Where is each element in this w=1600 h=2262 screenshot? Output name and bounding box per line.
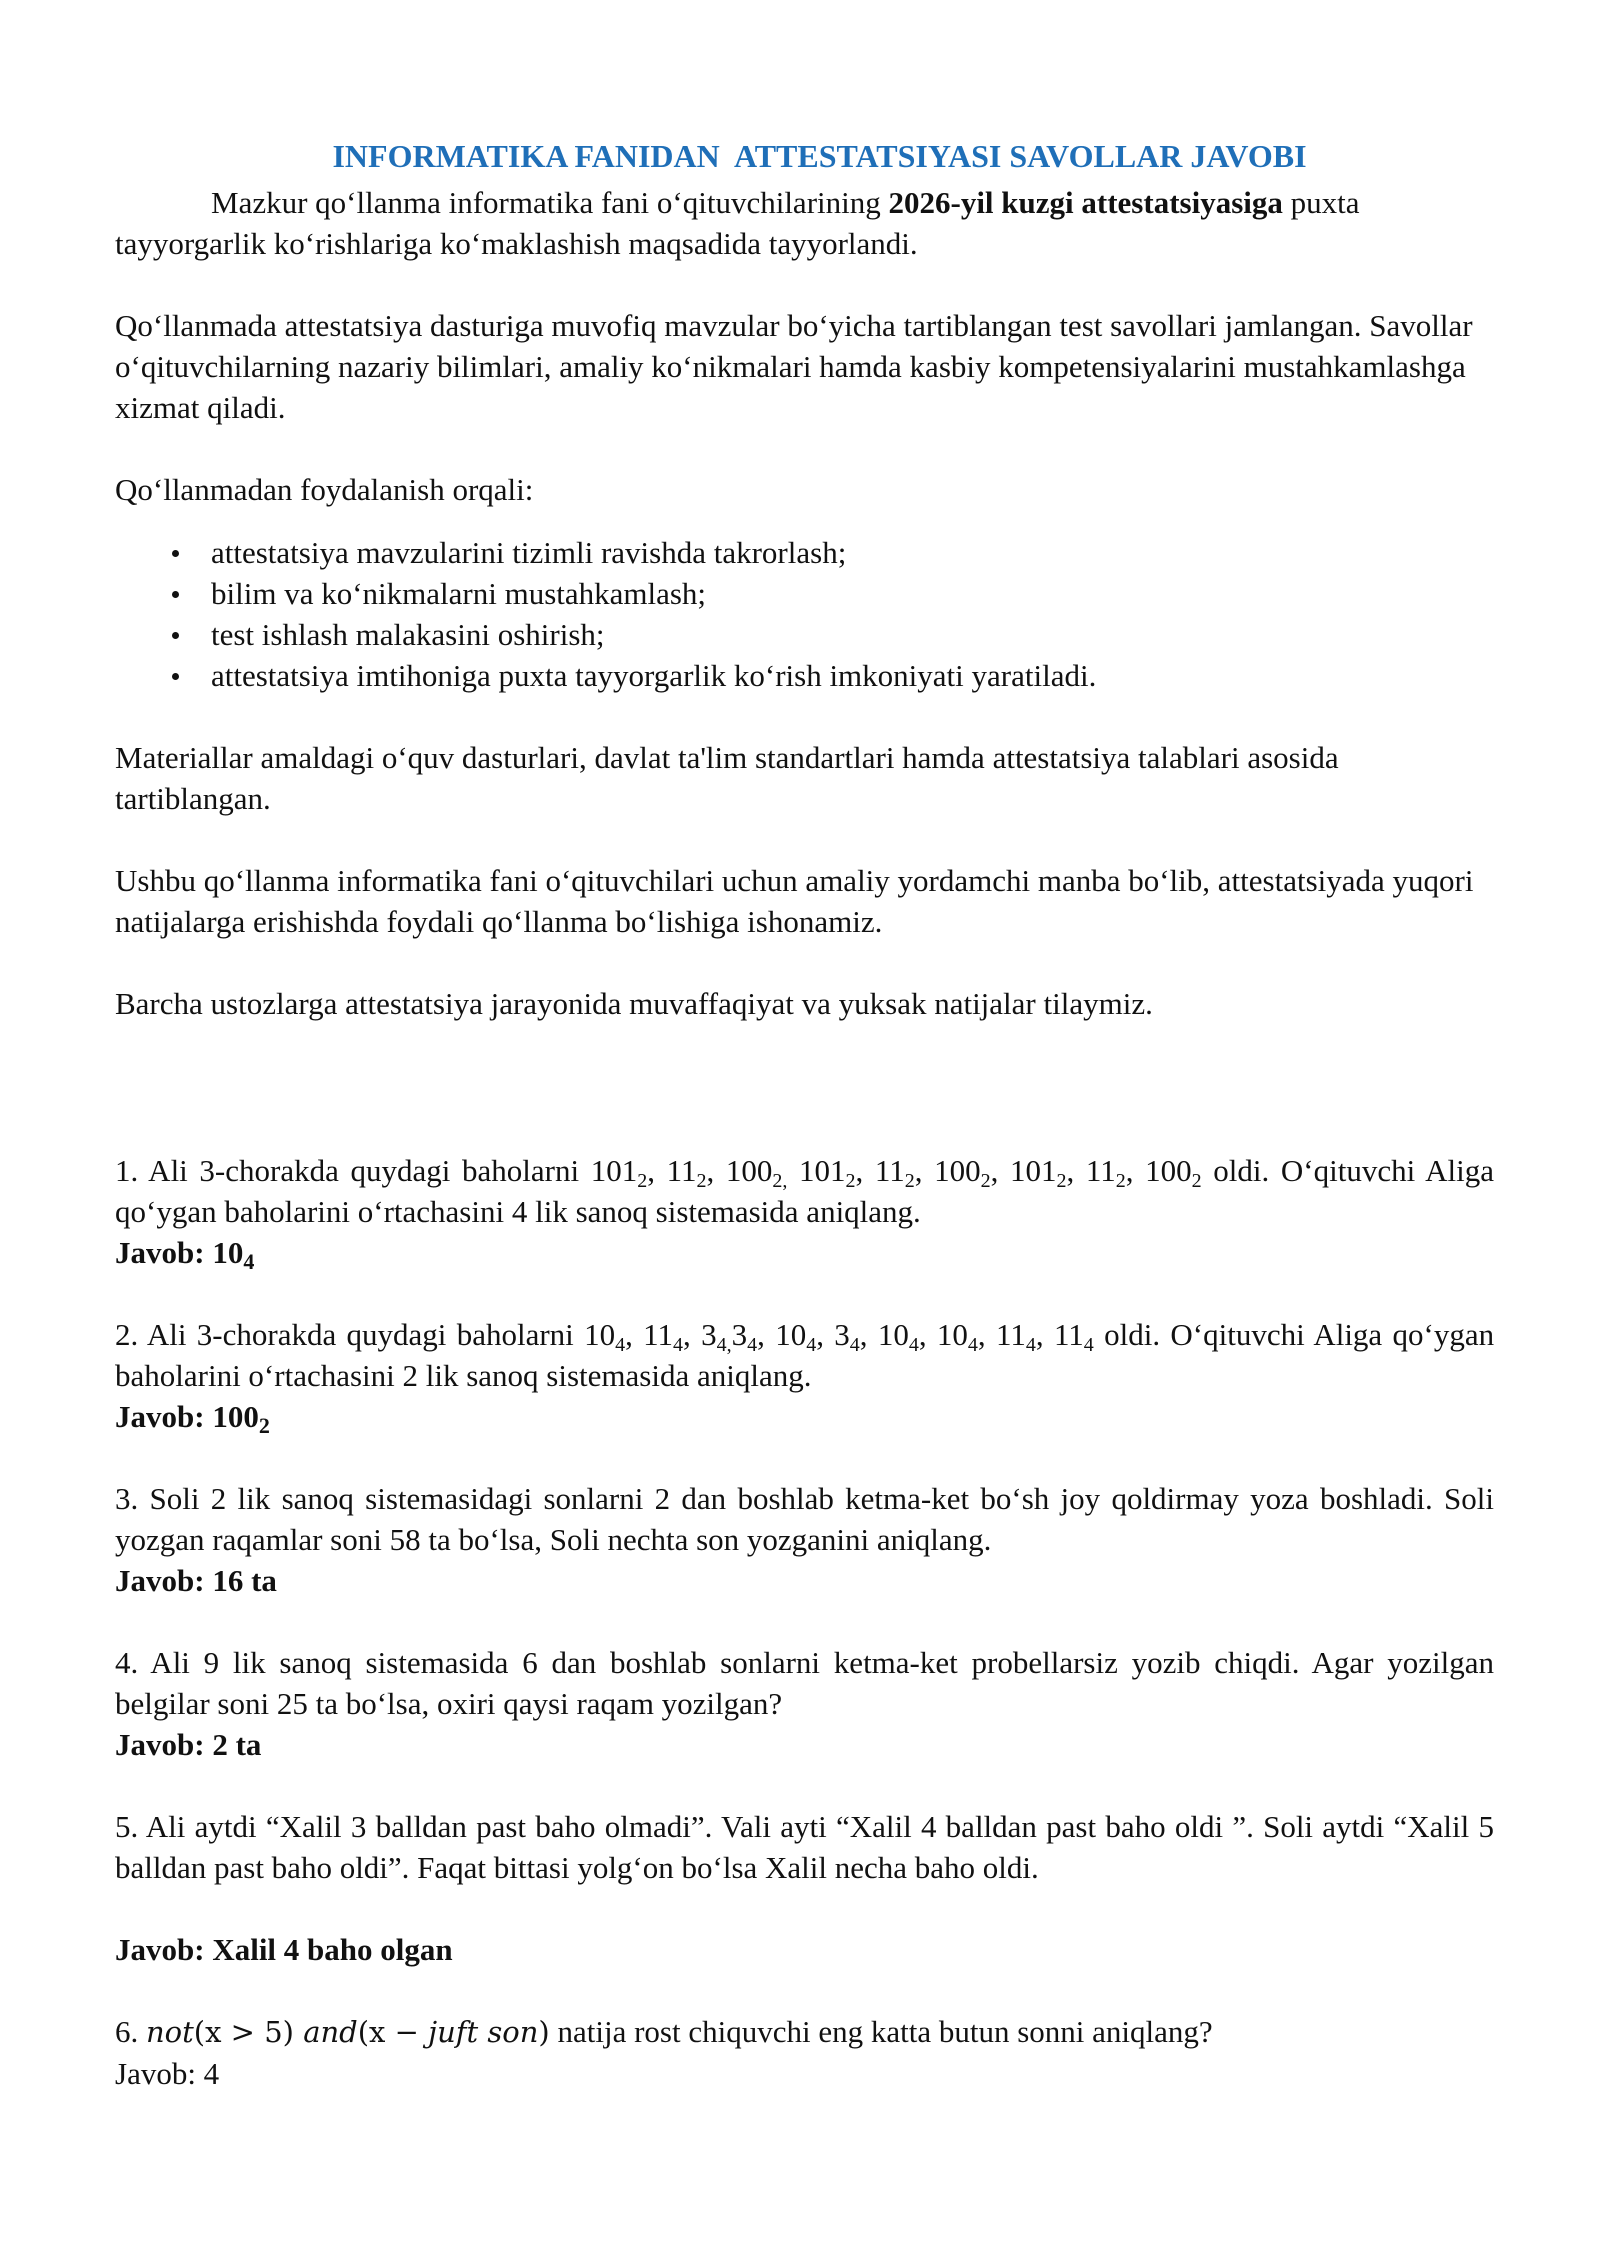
grade-base: 4, [716,1334,732,1356]
formula-and: and [303,2015,358,2049]
intro-p1-text-end: puxta tayyorgarlik ko‘rishlariga ko‘maklashish maqsadida tayyorlandi. [115,185,1360,261]
grade-base: 4 [849,1334,860,1356]
grade-value: 100 [725,1153,773,1188]
document-title: INFORMATIKA FANIDAN ATTESTATSIYASI SAVOLLAR JAVOBI [332,138,1307,174]
grade-base: 4 [1025,1334,1036,1356]
list-item: attestatsiya mavzularini tizimli ravishda takrorlash; [211,532,1494,573]
grade-base: 2, [772,1170,788,1192]
grade-base: 4 [673,1334,684,1356]
answer-5: Javob: Xalil 4 baho olgan [115,1932,453,1967]
grade-base: 2 [696,1170,707,1192]
answer-value: 100 [212,1399,259,1434]
intro-paragraph-3: Qo‘llanmadan foydalanish orqali: [115,472,534,507]
question-1-text: 1. Ali 3-chorakda quydagi baholarni [115,1153,591,1188]
grade-value: 11 [1085,1153,1116,1188]
intro-paragraph-2: Qo‘llanmada attestatsiya dasturiga muvofiq mavzular bo‘yicha tartiblangan test savollari jamlangan. Savollar o‘qituvchilarning nazariy bilimlari, amaliy ko‘nikmalari hamda kasbiy kompetensiyalarini mustahkamlashga xizmat qiladi. [115,308,1473,425]
intro-p1-bold: 2026-yil kuzgi attestatsiyasiga [888,185,1283,220]
formula-not: not [146,2015,194,2049]
question-2-text-end: oldi. O‘qituvchi Aliga qo‘ygan baholarini o‘rtachasini 2 lik sanoq sistemasida aniqlang. [115,1317,1495,1393]
answer-base: 2 [258,1413,270,1438]
grade-value: 10 [775,1317,807,1352]
question-2-text: 2. Ali 3-chorakda quydagi baholarni [115,1317,585,1352]
benefits-list [115,532,1494,696]
intro-p1-text: Mazkur qo‘llanma informatika fani o‘qituvchilarining [211,185,889,220]
question-1-text-end: oldi. O‘qituvchi Aliga qo‘ygan baholarini o‘rtachasini 4 lik sanoq sistemasida aniqlang. [115,1153,1495,1229]
question-5: 5. Ali aytdi “Xalil 3 balldan past baho olmadi”. Vali ayti “Xalil 4 balldan past baho oldi ”. Soli aytdi “Xalil 5 balldan past baho oldi”. Faqat bittasi yolg‘on bo‘lsa Xalil necha baho oldi. [115,1809,1494,1885]
grade-value: 10 [584,1317,616,1352]
grade-base: 4 [747,1334,758,1356]
grade-value: 11 [643,1317,674,1352]
intro-paragraph-4: Materiallar amaldagi o‘quv dasturlari, davlat ta'lim standartlari hamda attestatsiya talablari asosida tartiblangan. [115,740,1339,816]
answer-value: 10 [212,1235,244,1270]
grade-value: 10 [877,1317,909,1352]
question-3: 3. Soli 2 lik sanoq sistemasidagi sonlarni 2 dan boshlab ketma-ket bo‘sh joy qoldirmay yoza boshladi. Soli yozgan raqamlar soni 58 ta bo‘lsa, Soli nechta son yozganini aniqlang. [115,1481,1494,1557]
grade-base: 2 [845,1170,856,1192]
answer-1 [115,1232,1494,1273]
grade-value: 11 [874,1153,905,1188]
question-6-formula [146,2015,550,2049]
formula-part: ) [538,2015,550,2049]
grade-value: 3 [701,1317,717,1352]
grade-base: 2 [637,1170,648,1192]
list-item: bilim va ko‘nikmalarni mustahkamlash; [211,573,1494,614]
grade-base: 2 [1115,1170,1126,1192]
grade-value: 100 [934,1153,981,1188]
grade-value: 101 [798,1153,846,1188]
formula-part: (x > 5) [193,2015,304,2049]
answer-base: 4 [243,1249,255,1274]
answer-6: Javob: 4 [115,2056,220,2091]
answer-4: Javob: 2 ta [115,1727,262,1762]
answer-label: Javob: [115,1399,213,1434]
question-6 [115,2011,1494,2053]
formula-part: (x − [357,2015,429,2049]
grade-base: 4 [967,1334,978,1356]
intro-paragraph-5: Ushbu qo‘llanma informatika fani o‘qituvchilari uchun amaliy yordamchi manba bo‘lib, attestatsiyada yuqori natijalarga erishishda foydali qo‘llanma bo‘lishiga ishonamiz. [115,863,1474,939]
grade-base: 2 [1191,1170,1202,1192]
intro-paragraph-6: Barcha ustozlarga attestatsiya jarayonida muvaffaqiyat va yuksak natijalar tilaymiz. [115,986,1153,1021]
grade-base: 4 [1083,1334,1094,1356]
grade-value: 101 [1010,1153,1057,1188]
answer-label: Javob: [115,1235,213,1270]
question-2 [115,1314,1494,1396]
grade-base: 4 [806,1334,817,1356]
grade-base: 2 [904,1170,915,1192]
list-item: test ishlash malakasini oshirish; [211,614,1494,655]
question-2-grades: $10_4$, $11_4$, $3_{4,}3_4$, $10_4$, $3_4$, $10_4$, $10_4$, $11_4$, $11_4$ [584,1317,1094,1356]
grade-value: 11 [666,1153,697,1188]
grade-value: 3 [834,1317,850,1352]
question-6-number: 6. [115,2014,146,2049]
grade-value: 3 [731,1317,748,1352]
question-6-text: natija rost chiquvchi eng katta butun sonni aniqlang? [549,2014,1213,2049]
answer-2 [115,1396,1494,1437]
grade-value: 100 [1145,1153,1192,1188]
grade-base: 4 [615,1334,626,1356]
grade-base: 2 [1056,1170,1067,1192]
grade-value: 101 [590,1153,638,1188]
grade-base: 2 [980,1170,991,1192]
grade-value: 11 [1053,1317,1084,1352]
answer-3: Javob: 16 ta [115,1563,277,1598]
question-1 [115,1150,1494,1232]
grade-base: 4 [908,1334,919,1356]
question-4: 4. Ali 9 lik sanoq sistemasida 6 dan boshlab sonlarni ketma-ket probellarsiz yozib chiqdi. Agar yozilgan belgilar soni 25 ta bo‘lsa, oxiri qaysi raqam yozilgan? [115,1645,1494,1721]
list-item: attestatsiya imtihoniga puxta tayyorgarlik ko‘rish imkoniyati yaratiladi. [211,655,1494,696]
formula-juft-son: juft son [428,2015,539,2049]
grade-value: 11 [996,1317,1026,1352]
intro-paragraph-1 [115,182,1494,264]
grade-value: 10 [936,1317,968,1352]
question-1-grades: $101_2$, $11_2$, $100_{2,}$ $101_2$, $11_2$, $100_2$, $101_2$, $11_2$, $100_2$ [590,1153,1202,1192]
